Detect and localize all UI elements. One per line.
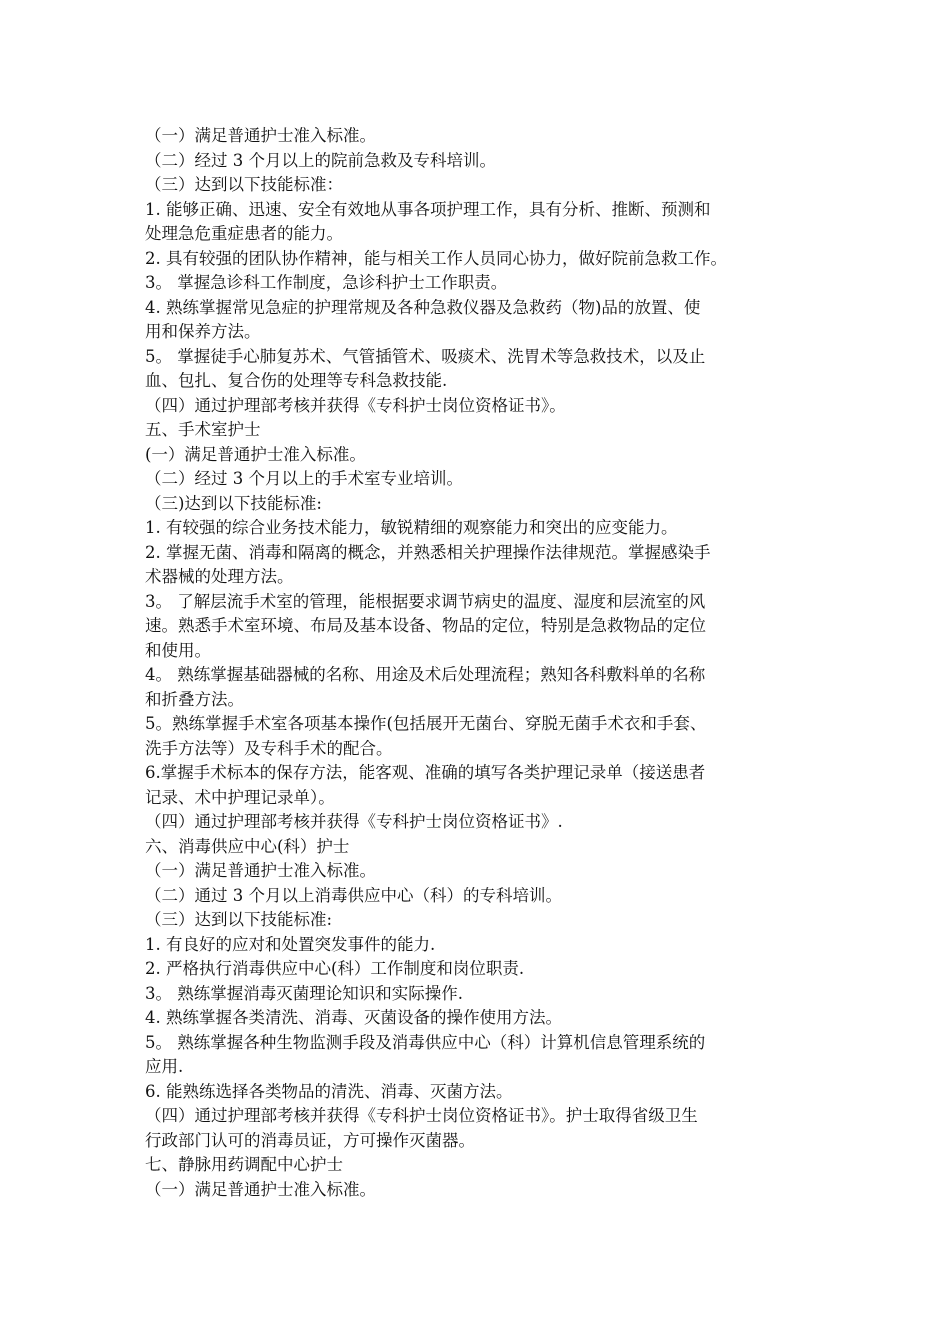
text-line: （三）达到以下技能标准： — [145, 175, 343, 194]
text-line: 和使用。 — [145, 640, 211, 660]
text-line: 3。 掌握急诊科工作制度，急诊科护士工作职责。 — [145, 273, 508, 292]
text-line: 洗手方法等）及专科手术的配合。 — [145, 738, 393, 758]
text-line: 2. 具有较强的团队协作精神，能与相关工作人员同心协力，做好院前急救工作。 — [145, 248, 727, 268]
text-line: （四）通过护理部考核并获得《专科护士岗位资格证书》. — [145, 812, 563, 831]
text-line: 行政部门认可的消毒员证，方可操作灭菌器。 — [145, 1130, 475, 1150]
text-line: （二）经过 3 个月以上的手术室专业培训。 — [145, 469, 463, 488]
text-line: 应用. — [145, 1057, 184, 1076]
text-line: （四）通过护理部考核并获得《专科护士岗位资格证书》。 — [145, 395, 566, 415]
document-body — [145, 124, 825, 1202]
text-line: 6. 能熟练选择各类物品的清洗、消毒、灭菌方法。 — [145, 1081, 513, 1101]
text-line: （一）满足普通护士准入标准。 — [145, 1179, 376, 1199]
text-line: 血、包扎、复合伤的处理等专科急救技能. — [145, 371, 448, 390]
text-line: 1. 有良好的应对和处置突发事件的能力. — [145, 934, 436, 954]
text-line: 1. 能够正确、迅速、安全有效地从事各项护理工作，具有分析、推断、预测和 — [145, 199, 711, 219]
section-heading: 七、静脉用药调配中心护士 — [145, 1155, 343, 1174]
text-line: 5。熟练掌握手术室各项基本操作(包括展开无菌台、穿脱无菌手术衣和手套、 — [145, 714, 707, 733]
section-heading: 五、手术室护士 — [145, 420, 261, 439]
text-line: 6.掌握手术标本的保存方法，能客观、准确的填写各类护理记录单（接送患者 — [145, 763, 706, 782]
text-line: 5。 掌握徒手心肺复苏术、气管插管术、吸痰术、洗胃术等急救技术，以及止 — [145, 346, 706, 366]
text-line: 用和保养方法。 — [145, 322, 261, 341]
text-line: 术器械的处理方法。 — [145, 567, 294, 586]
text-line: 和折叠方法。 — [145, 689, 244, 709]
text-line: （三）达到以下技能标准: — [145, 910, 333, 929]
text-line: （三)达到以下技能标准: — [145, 493, 322, 513]
text-line: 记录、术中护理记录单）。 — [145, 787, 335, 807]
text-line: 速。熟悉手术室环境、布局及基本设备、物品的定位，特别是急救物品的定位 — [145, 616, 706, 635]
text-line: 4。 熟练掌握基础器械的名称、用途及术后处理流程；熟知各科敷料单的名称 — [145, 665, 706, 684]
text-line: （四）通过护理部考核并获得《专科护士岗位资格证书》。护士取得省级卫生 — [145, 1106, 698, 1125]
text-line: 4. 熟练掌握各类清洗、消毒、灭菌设备的操作使用方法。 — [145, 1008, 562, 1027]
text-line: 5。 熟练掌握各种生物监测手段及消毒供应中心（科）计算机信息管理系统的 — [145, 1032, 706, 1052]
text-line: （二）经过 3 个月以上的院前急救及专科培训。 — [145, 150, 496, 170]
text-line: 4. 熟练掌握常见急症的护理常规及各种急救仪器及急救药（物)品的放置、使 — [145, 297, 701, 317]
text-line: （一）满足普通护士准入标准。 — [145, 861, 376, 880]
section-heading: 六、消毒供应中心(科）护士 — [145, 836, 350, 856]
text-line: 处理急危重症患者的能力。 — [145, 224, 343, 243]
text-line: 2. 严格执行消毒供应中心(科）工作制度和岗位职责. — [145, 959, 525, 978]
text-line: （一）满足普通护士准入标准。 — [145, 126, 376, 145]
text-line: （二）通过 3 个月以上消毒供应中心（科）的专科培训。 — [145, 885, 562, 905]
text-line: 3。 熟练掌握消毒灭菌理论知识和实际操作. — [145, 983, 463, 1003]
text-line: 1. 有较强的综合业务技术能力，敏锐精细的观察能力和突出的应变能力。 — [145, 518, 678, 537]
text-line: 3。 了解层流手术室的管理，能根据要求调节病史的温度、湿度和层流室的风 — [145, 591, 706, 611]
text-line: 2. 掌握无菌、消毒和隔离的概念，并熟悉相关护理操作法律规范。掌握感染手 — [145, 542, 711, 562]
text-line: (一）满足普通护士准入标准。 — [145, 444, 366, 464]
